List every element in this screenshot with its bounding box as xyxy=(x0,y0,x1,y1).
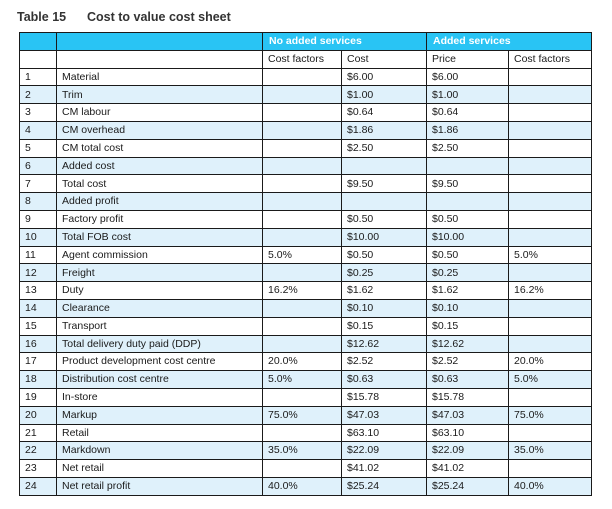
table-title: Cost to value cost sheet xyxy=(87,10,231,24)
no-added-cost-factor-cell xyxy=(263,460,342,478)
added-cost-factor-cell xyxy=(509,193,592,211)
price-cell: $0.63 xyxy=(427,371,509,389)
no-added-cost-factor-cell xyxy=(263,424,342,442)
row-label-cell: Duty xyxy=(57,282,263,300)
cost-cell: $47.03 xyxy=(342,406,427,424)
row-index-cell: 23 xyxy=(20,460,57,478)
row-label-cell: CM labour xyxy=(57,104,263,122)
table-row xyxy=(20,68,592,86)
table-row xyxy=(20,477,592,495)
row-index-cell: 13 xyxy=(20,282,57,300)
price-cell: $6.00 xyxy=(427,68,509,86)
row-label-cell: Freight xyxy=(57,264,263,282)
cost-cell: $1.00 xyxy=(342,86,427,104)
row-label-cell: Clearance xyxy=(57,299,263,317)
added-cost-factor-cell: 5.0% xyxy=(509,246,592,264)
no-added-cost-factor-cell: 35.0% xyxy=(263,442,342,460)
price-cell: $1.00 xyxy=(427,86,509,104)
cost-cell: $63.10 xyxy=(342,424,427,442)
cost-cell: $22.09 xyxy=(342,442,427,460)
added-cost-factor-cell xyxy=(509,175,592,193)
table-row xyxy=(20,388,592,406)
added-cost-factor-cell xyxy=(509,86,592,104)
cost-cell: $0.50 xyxy=(342,246,427,264)
cost-cell xyxy=(342,193,427,211)
no-added-cost-factor-cell xyxy=(263,104,342,122)
price-cell: $22.09 xyxy=(427,442,509,460)
row-label-cell: Added profit xyxy=(57,193,263,211)
price-cell: $9.50 xyxy=(427,175,509,193)
row-label-cell: Total FOB cost xyxy=(57,228,263,246)
price-cell: $63.10 xyxy=(427,424,509,442)
row-index-cell: 7 xyxy=(20,175,57,193)
cost-cell: $10.00 xyxy=(342,228,427,246)
added-cost-factor-cell: 5.0% xyxy=(509,371,592,389)
row-index-cell: 19 xyxy=(20,388,57,406)
added-cost-factor-cell xyxy=(509,335,592,353)
no-added-cost-factor-cell: 20.0% xyxy=(263,353,342,371)
row-label-cell: Trim xyxy=(57,86,263,104)
row-index-cell: 15 xyxy=(20,317,57,335)
price-cell: $0.25 xyxy=(427,264,509,282)
no-added-cost-factor-cell xyxy=(263,264,342,282)
added-cost-factor-cell xyxy=(509,139,592,157)
row-index-cell: 10 xyxy=(20,228,57,246)
row-label-cell: Net retail xyxy=(57,460,263,478)
row-index-cell: 6 xyxy=(20,157,57,175)
cost-cell: $41.02 xyxy=(342,460,427,478)
table-row xyxy=(20,460,592,478)
cost-cell: $1.62 xyxy=(342,282,427,300)
no-added-cost-factor-cell: 5.0% xyxy=(263,371,342,389)
row-index-cell: 16 xyxy=(20,335,57,353)
table-row xyxy=(20,299,592,317)
row-index-cell: 11 xyxy=(20,246,57,264)
row-index-cell: 24 xyxy=(20,477,57,495)
table-row xyxy=(20,157,592,175)
row-index-cell: 18 xyxy=(20,371,57,389)
table-row xyxy=(20,335,592,353)
price-cell: $1.86 xyxy=(427,121,509,139)
cost-cell: $0.25 xyxy=(342,264,427,282)
row-label-cell: Factory profit xyxy=(57,210,263,228)
header-blank-cell xyxy=(20,33,57,51)
table-row xyxy=(20,139,592,157)
header-blank-cell xyxy=(20,50,57,68)
price-cell xyxy=(427,157,509,175)
table-row xyxy=(20,282,592,300)
header-blank-cell xyxy=(57,33,263,51)
added-cost-factor-cell xyxy=(509,388,592,406)
header-blank-cell xyxy=(57,50,263,68)
no-added-cost-factor-cell xyxy=(263,335,342,353)
added-cost-factor-cell: 40.0% xyxy=(509,477,592,495)
cost-cell: $12.62 xyxy=(342,335,427,353)
table-row xyxy=(20,264,592,282)
price-cell: $15.78 xyxy=(427,388,509,406)
cost-cell: $1.86 xyxy=(342,121,427,139)
table-row xyxy=(20,121,592,139)
row-index-cell: 5 xyxy=(20,139,57,157)
row-index-cell: 1 xyxy=(20,68,57,86)
row-label-cell: Product development cost centre xyxy=(57,353,263,371)
table-row xyxy=(20,210,592,228)
price-cell: $2.50 xyxy=(427,139,509,157)
added-cost-factor-cell: 35.0% xyxy=(509,442,592,460)
row-label-cell: Net retail profit xyxy=(57,477,263,495)
table-row xyxy=(20,353,592,371)
no-added-cost-factor-cell: 75.0% xyxy=(263,406,342,424)
cost-cell: $0.15 xyxy=(342,317,427,335)
no-added-cost-factor-cell xyxy=(263,68,342,86)
price-cell: $12.62 xyxy=(427,335,509,353)
row-index-cell: 21 xyxy=(20,424,57,442)
sub-header-row xyxy=(20,50,592,68)
no-added-cost-factor-cell xyxy=(263,157,342,175)
price-cell: $0.50 xyxy=(427,246,509,264)
table-row xyxy=(20,406,592,424)
price-cell: $1.62 xyxy=(427,282,509,300)
col-header-cost-factors: Cost factors xyxy=(509,50,592,68)
price-cell: $41.02 xyxy=(427,460,509,478)
no-added-cost-factor-cell xyxy=(263,228,342,246)
row-label-cell: Transport xyxy=(57,317,263,335)
table-caption xyxy=(17,10,231,24)
price-cell: $10.00 xyxy=(427,228,509,246)
table-row xyxy=(20,228,592,246)
added-cost-factor-cell xyxy=(509,424,592,442)
table-number: Table 15 xyxy=(17,10,67,24)
table-row xyxy=(20,442,592,460)
no-added-cost-factor-cell xyxy=(263,86,342,104)
price-cell: $47.03 xyxy=(427,406,509,424)
added-services-header: Added services xyxy=(427,33,592,51)
cost-cell: $25.24 xyxy=(342,477,427,495)
row-index-cell: 12 xyxy=(20,264,57,282)
no-added-cost-factor-cell xyxy=(263,299,342,317)
row-index-cell: 3 xyxy=(20,104,57,122)
cost-cell: $2.50 xyxy=(342,139,427,157)
table-row xyxy=(20,246,592,264)
table-row xyxy=(20,175,592,193)
added-cost-factor-cell xyxy=(509,460,592,478)
added-cost-factor-cell xyxy=(509,68,592,86)
added-cost-factor-cell xyxy=(509,121,592,139)
no-added-cost-factor-cell: 40.0% xyxy=(263,477,342,495)
col-header-cost: Cost xyxy=(342,50,427,68)
table-row xyxy=(20,104,592,122)
no-added-cost-factor-cell xyxy=(263,210,342,228)
added-cost-factor-cell xyxy=(509,317,592,335)
row-label-cell: CM overhead xyxy=(57,121,263,139)
row-label-cell: Material xyxy=(57,68,263,86)
row-label-cell: Added cost xyxy=(57,157,263,175)
table-row xyxy=(20,193,592,211)
cost-cell: $0.63 xyxy=(342,371,427,389)
row-label-cell: Total delivery duty paid (DDP) xyxy=(57,335,263,353)
cost-cell: $9.50 xyxy=(342,175,427,193)
row-label-cell: Retail xyxy=(57,424,263,442)
no-added-cost-factor-cell: 16.2% xyxy=(263,282,342,300)
cost-cell: $0.64 xyxy=(342,104,427,122)
row-index-cell: 17 xyxy=(20,353,57,371)
cost-cell: $2.52 xyxy=(342,353,427,371)
added-cost-factor-cell xyxy=(509,104,592,122)
row-index-cell: 2 xyxy=(20,86,57,104)
added-cost-factor-cell xyxy=(509,228,592,246)
row-index-cell: 8 xyxy=(20,193,57,211)
row-label-cell: Distribution cost centre xyxy=(57,371,263,389)
row-index-cell: 22 xyxy=(20,442,57,460)
cost-cell: $15.78 xyxy=(342,388,427,406)
added-cost-factor-cell xyxy=(509,210,592,228)
row-label-cell: In-store xyxy=(57,388,263,406)
added-cost-factor-cell: 16.2% xyxy=(509,282,592,300)
price-cell: $25.24 xyxy=(427,477,509,495)
row-index-cell: 9 xyxy=(20,210,57,228)
cost-sheet-table xyxy=(19,32,592,496)
price-cell: $0.64 xyxy=(427,104,509,122)
group-header-row xyxy=(20,33,592,51)
col-header-price: Price xyxy=(427,50,509,68)
row-index-cell: 4 xyxy=(20,121,57,139)
row-label-cell: Total cost xyxy=(57,175,263,193)
table-row xyxy=(20,317,592,335)
row-index-cell: 14 xyxy=(20,299,57,317)
cost-cell: $6.00 xyxy=(342,68,427,86)
cost-cell: $0.50 xyxy=(342,210,427,228)
table-row xyxy=(20,371,592,389)
added-cost-factor-cell xyxy=(509,299,592,317)
no-added-cost-factor-cell: 5.0% xyxy=(263,246,342,264)
no-added-cost-factor-cell xyxy=(263,388,342,406)
row-label-cell: CM total cost xyxy=(57,139,263,157)
no-added-cost-factor-cell xyxy=(263,175,342,193)
added-cost-factor-cell xyxy=(509,157,592,175)
added-cost-factor-cell: 75.0% xyxy=(509,406,592,424)
price-cell: $0.15 xyxy=(427,317,509,335)
col-header-cost-factors: Cost factors xyxy=(263,50,342,68)
no-added-cost-factor-cell xyxy=(263,317,342,335)
added-cost-factor-cell xyxy=(509,264,592,282)
price-cell: $2.52 xyxy=(427,353,509,371)
added-cost-factor-cell: 20.0% xyxy=(509,353,592,371)
price-cell: $0.50 xyxy=(427,210,509,228)
row-label-cell: Markup xyxy=(57,406,263,424)
table-row xyxy=(20,424,592,442)
price-cell: $0.10 xyxy=(427,299,509,317)
row-label-cell: Agent commission xyxy=(57,246,263,264)
no-added-cost-factor-cell xyxy=(263,121,342,139)
no-added-cost-factor-cell xyxy=(263,193,342,211)
cost-cell xyxy=(342,157,427,175)
row-index-cell: 20 xyxy=(20,406,57,424)
no-added-services-header: No added services xyxy=(263,33,427,51)
price-cell xyxy=(427,193,509,211)
cost-cell: $0.10 xyxy=(342,299,427,317)
table-row xyxy=(20,86,592,104)
row-label-cell: Markdown xyxy=(57,442,263,460)
no-added-cost-factor-cell xyxy=(263,139,342,157)
